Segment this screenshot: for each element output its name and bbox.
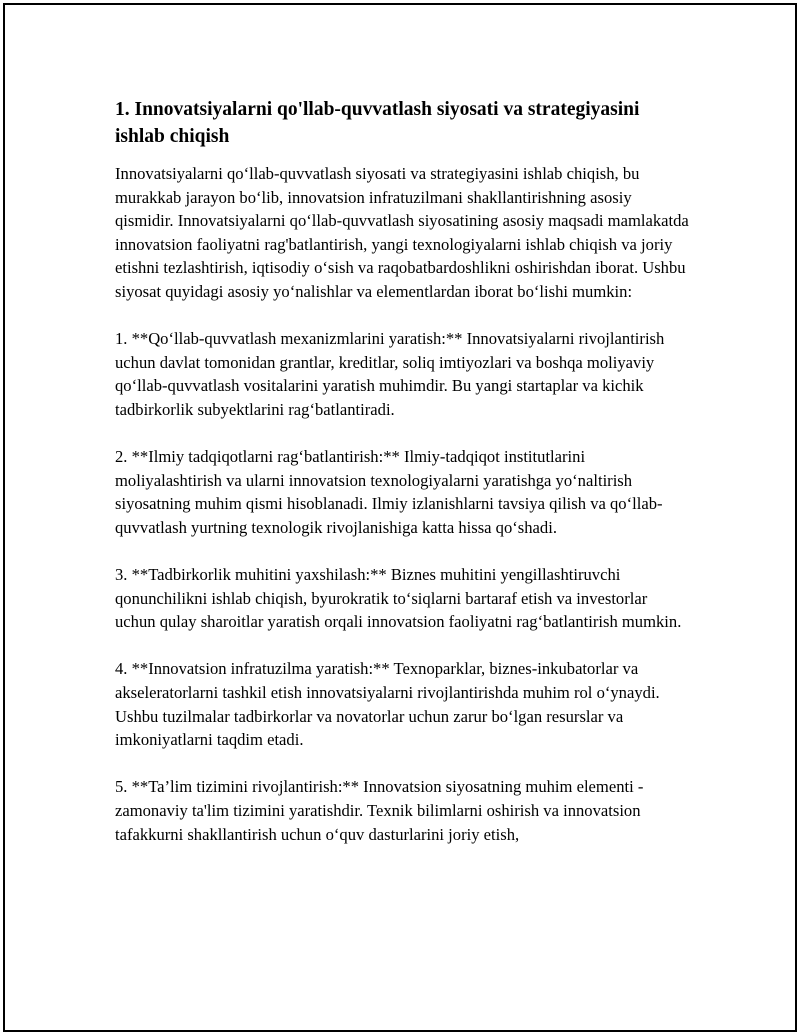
section-heading: 1. Innovatsiyalarni qo'llab-quvvatlash siyosati va strategiyasini ishlab chiqish: [115, 99, 640, 147]
list-item-business-environment: 3. **Tadbirkorlik muhitini yaxshilash:** Biznes muhitini yengillashtiruvchi qonunchilikni ishlab chiqish, byurokratik to‘siqlarni bartaraf etish va investorlar uchun qulay sharoitlar yaratish orqali innovatsion faoliyatni rag‘batlantirish mumkin.: [115, 565, 682, 632]
list-item-education-system: 5. **Ta’lim tizimini rivojlantirish:** Innovatsion siyosatning muhim elementi - zamonaviy ta'lim tizimini yaratishdir. Texnik bilimlarni oshirish va innovatsion tafakkurni shakllantirish uchun o‘quv dasturlarini joriy etish,: [115, 777, 644, 844]
list-item-innovation-infrastructure: 4. **Innovatsion infratuzilma yaratish:** Texnoparklar, biznes-inkubatorlar va akseleratorlarni tashkil etish innovatsiyalarni rivojlantirishda muhim rol o‘ynaydi. Ushbu tuzilmalar tadbirkorlar va novatorlar uchun zarur bo‘lgan resurslar va imkoniyatlarni taqdim etadi.: [115, 659, 660, 750]
document-body: [115, 96, 690, 870]
list-item-scientific-research: 2. **Ilmiy tadqiqotlarni rag‘batlantirish:** Ilmiy-tadqiqot institutlarini moliyalashtirish va ularni innovatsion texnologiyalarni yaratishga yo‘naltirish siyosatning muhim qismi hisoblanadi. Ilmiy izlanishlarni tavsiya qilish va qo‘llab-quvvatlash yurtning texnologik rivojlanishiga katta hissa qo‘shadi.: [115, 447, 663, 537]
list-item-support-mechanisms: 1. **Qo‘llab-quvvatlash mexanizmlarini yaratish:** Innovatsiyalarni rivojlantirish uchun davlat tomonidan grantlar, kreditlar, soliq imtiyozlari va boshqa moliyaviy qo‘llab-quvvatlash vositalarini yaratish muhimdir. Bu yangi startaplar va kichik tadbirkorlik subyektlarini rag‘batlantiradi.: [115, 329, 665, 419]
intro-paragraph: Innovatsiyalarni qo‘llab-quvvatlash siyosati va strategiyasini ishlab chiqish, bu murakkab jarayon bo‘lib, innovatsion infratuzilmani shakllantirishning asosiy qismidir. Innovatsiyalarni qo‘llab-quvvatlash siyosatining asosiy maqsadi mamlakatda innovatsion faoliyatni rag'batlantirish, yangi texnologiyalarni ishlab chiqish va joriy etishni tezlashtirish, iqtisodiy o‘sish va raqobatbardoshlikni oshirishdan iborat. Ushbu siyosat quyidagi asosiy yo‘nalishlar va elementlardan iborat bo‘lishi mumkin:: [115, 164, 689, 301]
